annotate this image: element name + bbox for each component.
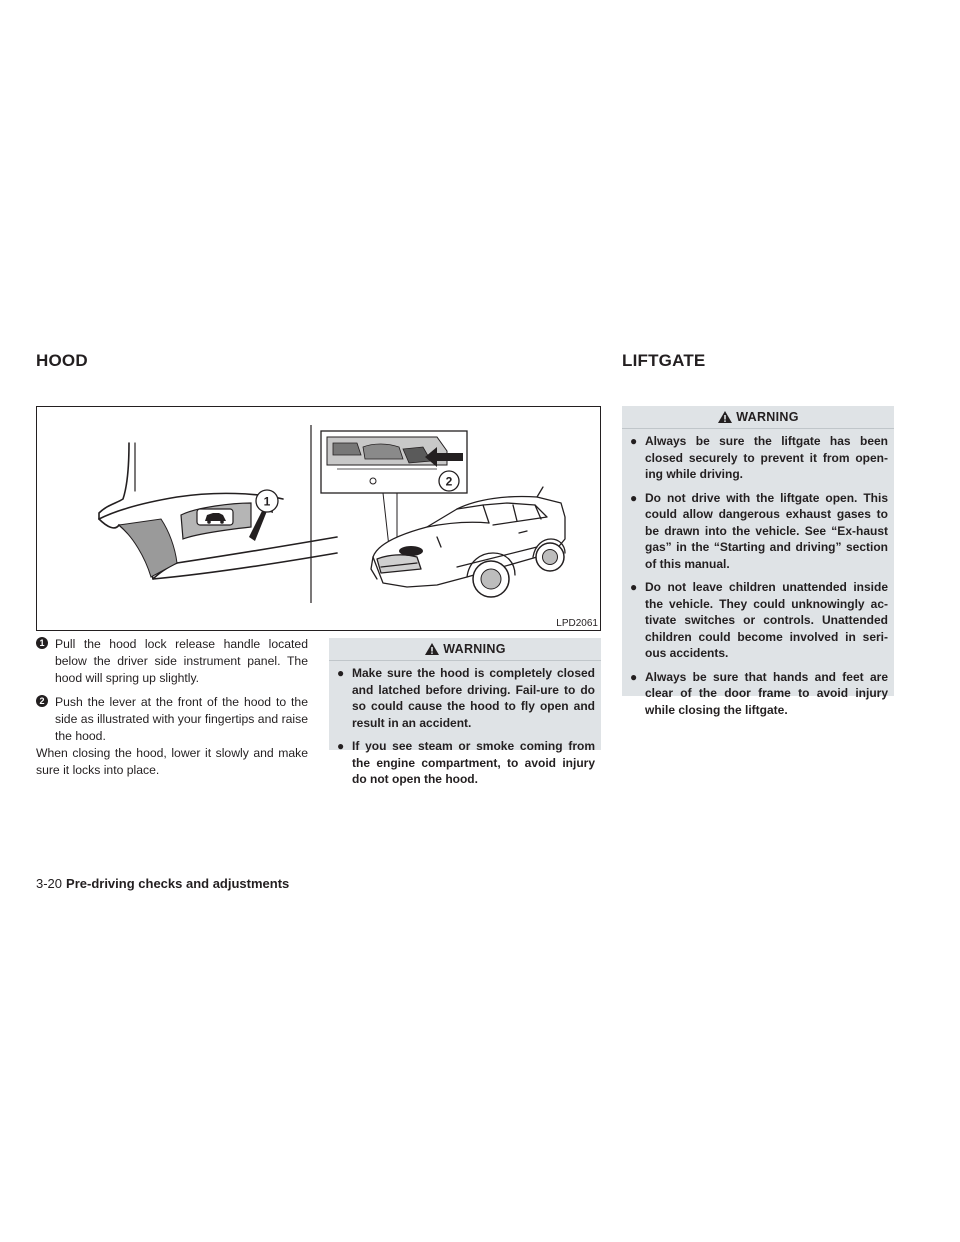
front-wheel-hub: [481, 569, 501, 589]
hood-closing-paragraph: When closing the hood, lower it slowly and make sure it locks into place.: [36, 746, 308, 777]
warning-triangle-icon: [717, 410, 733, 424]
liftgate-warning-item: ● Do not drive with the liftgate open. This could allow dangerous exhaust gases to be drawn into the vehicle. See “Ex-haust gas” in the “Starting and driving” section of this manual.: [630, 490, 888, 571]
hood-heading: HOOD: [36, 351, 88, 370]
chapter-title: Pre-driving checks and adjustments: [66, 876, 290, 891]
step-1-text: Pull the hood lock release handle located below the driver side instrument panel. The hood will spring up slightly.: [55, 637, 308, 685]
rear-wheel-hub: [543, 550, 558, 565]
hood-warning-item: ● Make sure the hood is completely closed and latched before driving. Fail-ure to do so could cause the hood to fly open and result in an accident.: [337, 666, 595, 730]
hood-warning-header: [329, 638, 601, 661]
hood-warning-title: WARNING: [443, 642, 506, 656]
step-1-marker: 1: [36, 637, 48, 649]
page-number: 3-20: [36, 876, 63, 891]
knee-panel: [119, 519, 177, 577]
liftgate-warning-item: ● Always be sure the liftgate has been closed securely to prevent it from open-ing while driving.: [630, 434, 888, 481]
hood-warning-list: [329, 661, 601, 796]
figure-id: LPD2061: [556, 618, 598, 629]
liftgate-heading: LIFTGATE: [622, 351, 706, 370]
page-footer: [36, 876, 289, 891]
step-2-text: Push the lever at the front of the hood to the side as illustrated with your fingertips and raise the hood.: [55, 695, 308, 743]
open-hood-gap: [399, 546, 423, 556]
callout-2-label: 2: [445, 474, 453, 489]
hood-step-1: [36, 636, 308, 687]
warning-triangle-icon: [424, 642, 440, 656]
liftgate-warning-title: WARNING: [736, 410, 799, 424]
hood-warning-item: ● If you see steam or smoke coming from the engine compartment, to avoid injury do not open the hood.: [337, 739, 595, 786]
liftgate-warning-list: [622, 429, 894, 726]
liftgate-warning-item: ● Always be sure that hands and feet are clear of the door frame to avoid injury while closing the liftgate.: [630, 669, 888, 717]
illustration-drawing: [37, 407, 600, 630]
hood-release-illustration: [36, 406, 601, 631]
liftgate-warning-header: [622, 406, 894, 429]
liftgate-warning-box: [622, 406, 894, 717]
step-2-marker: 2: [36, 695, 48, 707]
callout-1-label: 1: [263, 494, 271, 509]
hood-step-2: [36, 694, 308, 745]
liftgate-warning-item: ● Do not leave children unattended inside the vehicle. They could unknowingly ac-tivate switches or controls. Unattended children could become involved in seri-ous accidents.: [630, 580, 888, 660]
suv-drawing: [371, 487, 565, 587]
hood-warning-box: [329, 638, 601, 786]
hood-release-handle: [181, 503, 251, 539]
hood-latch-inset: [321, 431, 467, 493]
leader-line-left: [383, 493, 389, 547]
